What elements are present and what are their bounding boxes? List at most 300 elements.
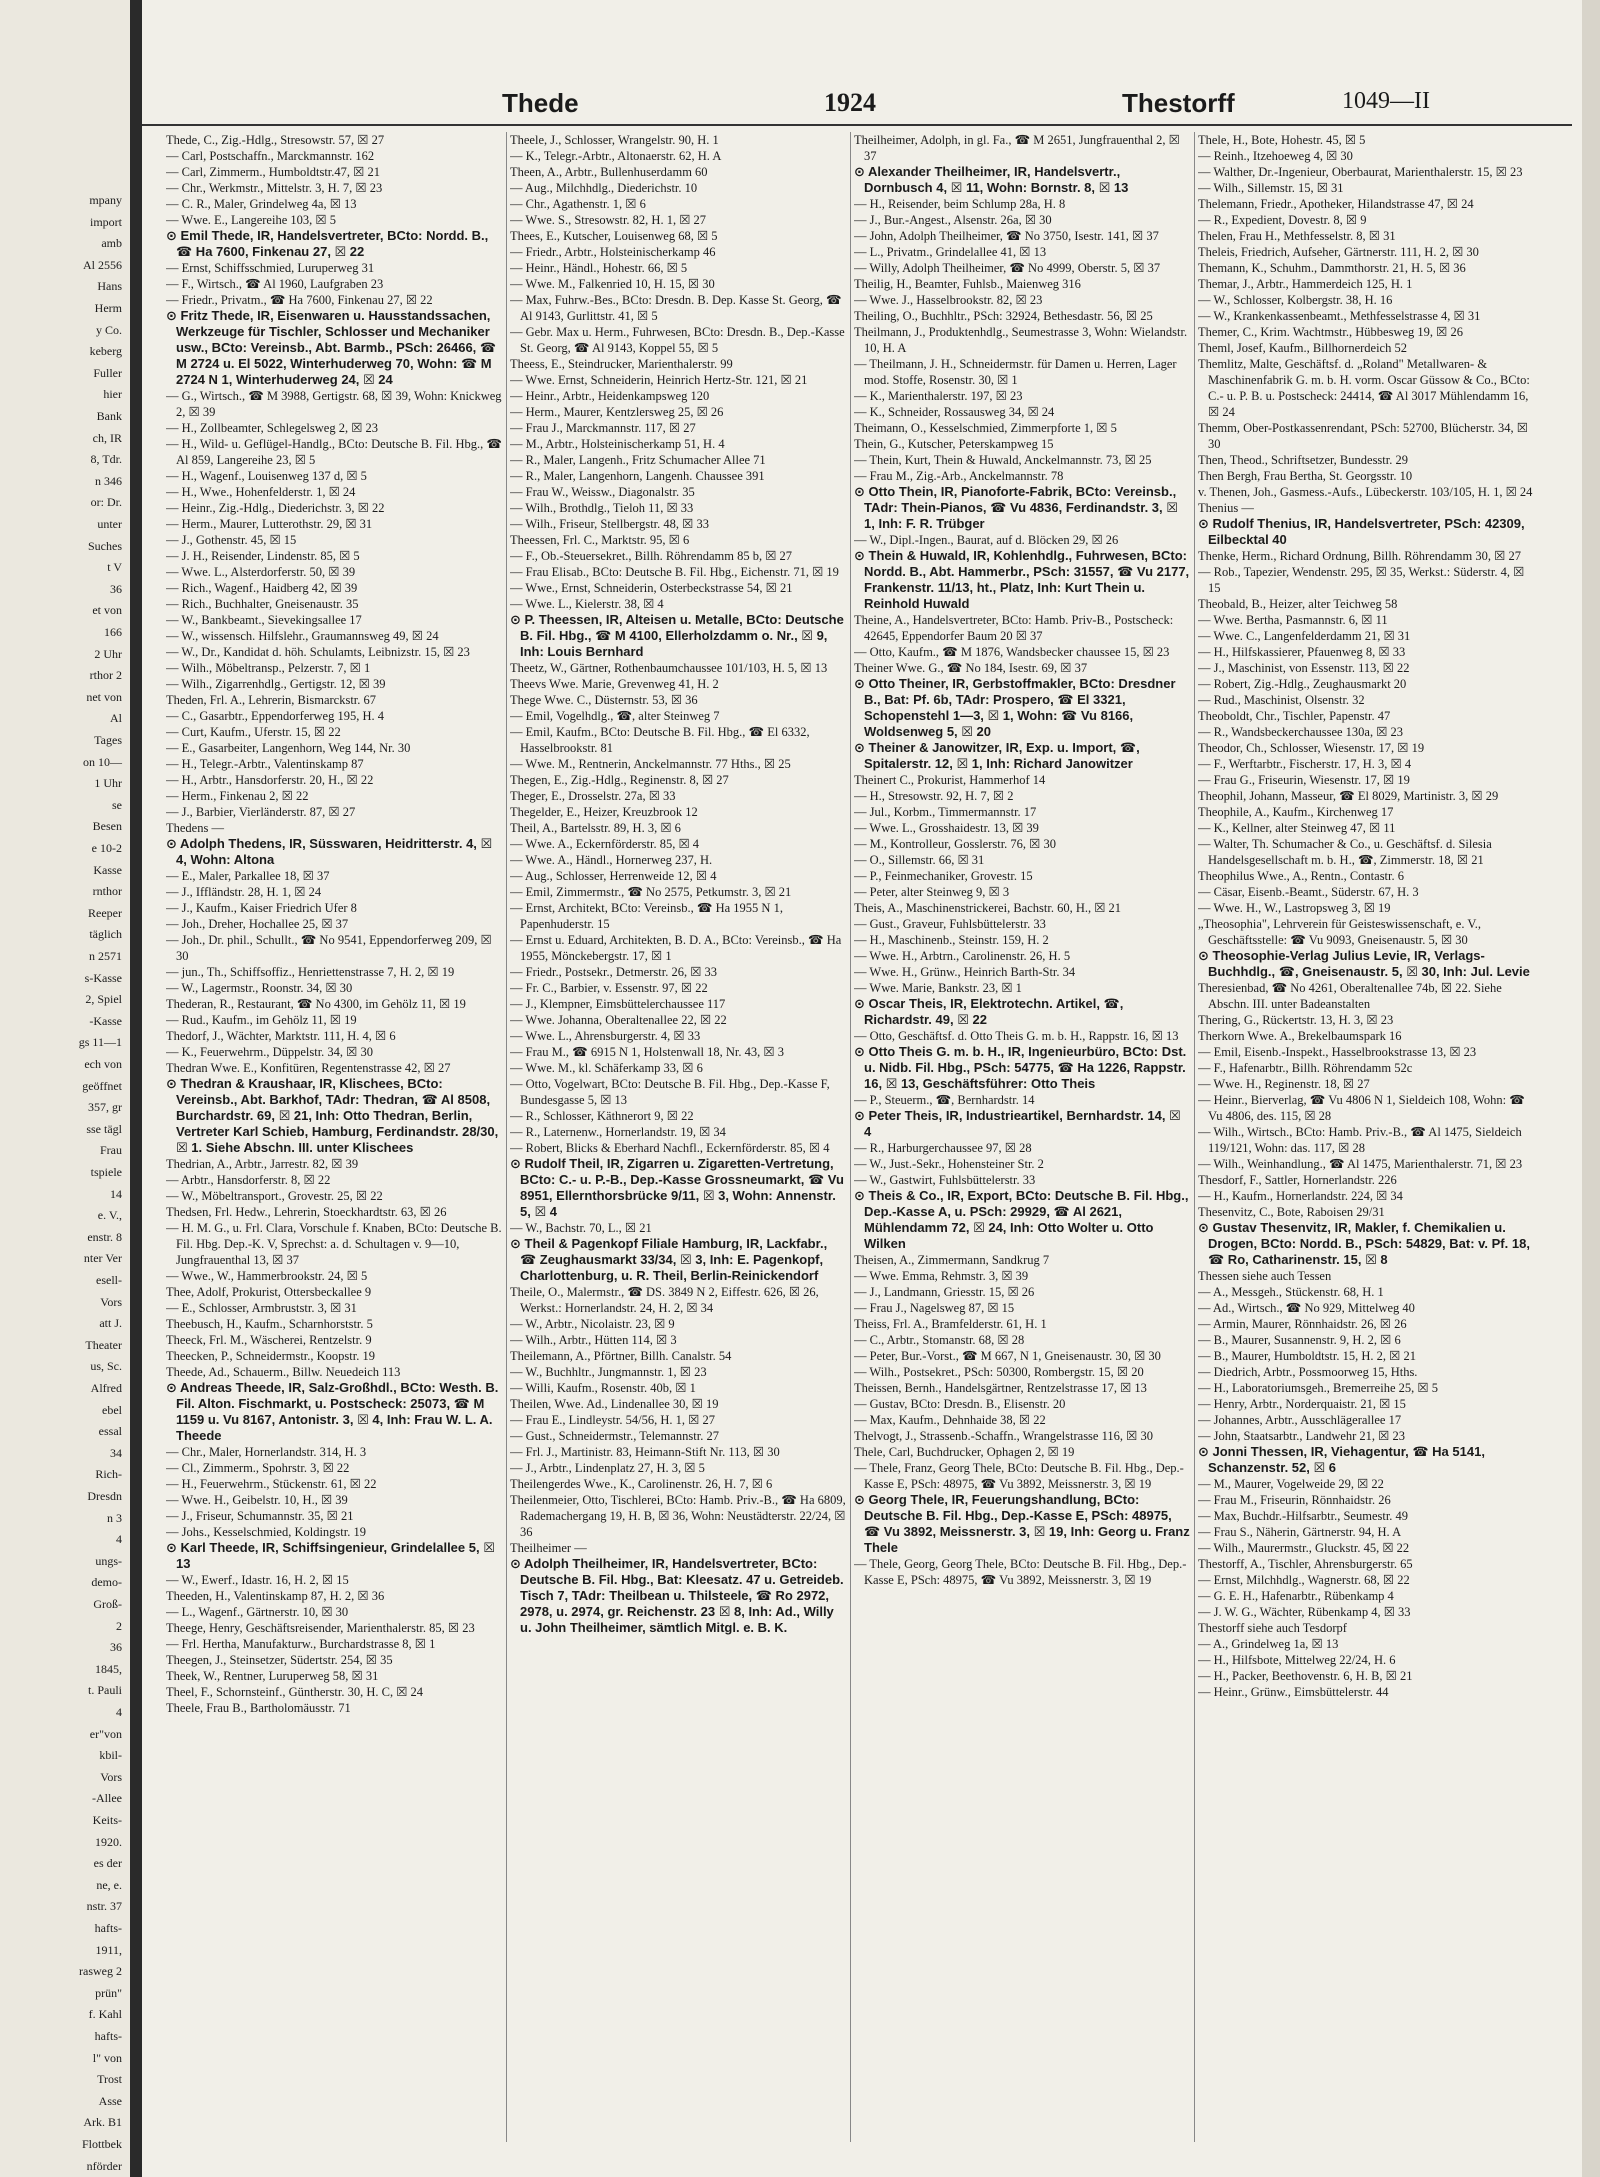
firm-entry: ⊙ Otto Theiner, IR, Gerbstoffmakler, BCto: Dresdner B., Bat: Pf. 6b, TAdr: Prospero, ☎ El 3321, Schopenstehl 1—3, ☒ 1, Wohn: ☎ Vu 8166, Woldsenweg 5, ☒ 20 <box>854 676 1176 739</box>
directory-entry: — Wwe. J., Hasselbrookstr. 82, ☒ 23 <box>854 293 1043 307</box>
left-page-edge <box>0 0 132 2177</box>
directory-entry: — Frau M., Friseurin, Rönnhaidstr. 26 <box>1198 1493 1391 1507</box>
directory-entry: — Wilh., Friseur, Stellbergstr. 48, ☒ 33 <box>510 517 709 531</box>
firm-entry: ⊙ Oscar Theis, IR, Elektrotechn. Artikel, ☎, Richardstr. 49, ☒ 22 <box>854 996 1124 1027</box>
directory-entry: Theecken, P., Schneidermstr., Koopstr. 19 <box>166 1349 375 1363</box>
firm-entry: ⊙ Karl Theede, IR, Schiffsingenieur, Grindelallee 5, ☒ 13 <box>166 1540 495 1571</box>
directory-entry: Themlitz, Malte, Geschäftsf. d. „Roland" Metallwaren- & Maschinenfabrik G. m. b. H. vorm. Oscar Güssow & Co., BCto: C.- u. P. B. u. Postscheck: 24414, ☎ Al 3017 Mühlendamm 16, ☒ 24 <box>1198 357 1530 419</box>
left-edge-fragment: ebel <box>102 1402 122 1417</box>
directory-entry: Therkorn Wwe. A., Brekelbaumspark 16 <box>1198 1029 1402 1043</box>
left-edge-fragment: kbil- <box>99 1748 122 1763</box>
directory-entry: — K., Feuerwehrm., Düppelstr. 34, ☒ 30 <box>166 1045 374 1059</box>
left-edge-fragment: rasweg 2 <box>79 1964 122 1979</box>
directory-entry: Theophil, Johann, Masseur, ☎ El 8029, Martinistr. 3, ☒ 29 <box>1198 789 1499 803</box>
directory-entry: — K., Telegr.-Arbtr., Altonaerstr. 62, H. A <box>510 149 722 163</box>
directory-entry: Theilheimer, Adolph, in gl. Fa., ☎ M 2651, Jungfrauenthal 2, ☒ 37 <box>854 133 1180 163</box>
left-edge-fragment: 1911, <box>95 1942 122 1957</box>
book-gutter <box>130 0 142 2177</box>
firm-entry: ⊙ Adolph Thedens, IR, Süsswaren, Heidritterstr. 4, ☒ 4, Wohn: Altona <box>166 836 493 867</box>
directory-entry: — J. W. G., Wächter, Rübenkamp 4, ☒ 33 <box>1198 1605 1411 1619</box>
directory-entry: — Thein, Kurt, Thein & Huwald, Anckelmannstr. 73, ☒ 25 <box>854 453 1152 467</box>
directory-entry: — R., Maler, Langenhorn, Langenh. Chaussee 391 <box>510 469 765 483</box>
left-edge-fragment: prün" <box>95 1985 122 2000</box>
directory-entry: — Wwe. Emma, Rehmstr. 3, ☒ 39 <box>854 1269 1029 1283</box>
firm-entry: ⊙ Emil Thede, IR, Handelsvertreter, BCto: Nordd. B., ☎ Ha 7600, Finkenau 27, ☒ 22 <box>166 228 489 259</box>
directory-entry: — Robert, Blicks & Eberhard Nachfl., Eckernförderstr. 85, ☒ 4 <box>510 1141 830 1155</box>
directory-entry: — F., Wirtsch., ☎ Al 1960, Laufgraben 23 <box>166 277 384 291</box>
directory-entry: — R., Wandsbeckerchaussee 130a, ☒ 23 <box>1198 725 1404 739</box>
directory-entry: Theilmann, J., Produktenhdlg., Seumestrasse 3, Wohn: Wielandstr. 10, H. A <box>854 325 1188 355</box>
directory-entry: Themann, K., Schuhm., Dammthorstr. 21, H. 5, ☒ 36 <box>1198 261 1466 275</box>
directory-entry: Thesenvitz, C., Bote, Raboisen 29/31 <box>1198 1205 1385 1219</box>
directory-entry: — J., Bur.-Angest., Alsenstr. 26a, ☒ 30 <box>854 213 1052 227</box>
directory-entry: Theilenmeier, Otto, Tischlerei, BCto: Hamb. Priv.-B., ☎ Ha 6809, Rademachergang 19, H. B, ☒ 36, Wohn: Neustädterstr. 22/24, ☒ 36 <box>510 1493 846 1539</box>
directory-entry: Theeden, H., Valentinskamp 87, H. 2, ☒ 36 <box>166 1589 385 1603</box>
firm-entry: ⊙ Rudolf Thenius, IR, Handelsvertreter, PSch: 42309, Eilbecktal 40 <box>1198 516 1525 547</box>
directory-entry: Thedsen, Frl. Hedw., Lehrerin, Stoeckhardtstr. 63, ☒ 26 <box>166 1205 447 1219</box>
header-year: 1924 <box>824 88 876 117</box>
directory-entry: — E., Gasarbeiter, Langenhorn, Weg 144, Nr. 30 <box>166 741 411 755</box>
directory-entry: — K., Kellner, alter Steinweg 47, ☒ 11 <box>1198 821 1396 835</box>
directory-entry: — C., Arbtr., Stomanstr. 68, ☒ 28 <box>854 1333 1025 1347</box>
directory-entry: Theen, A., Arbtr., Bullenhuserdamm 60 <box>510 165 708 179</box>
directory-entry: Theessen, Frl. C., Marktstr. 95, ☒ 6 <box>510 533 690 547</box>
directory-entry: — A., Grindelweg 1a, ☒ 13 <box>1198 1637 1339 1651</box>
left-edge-fragment: 4 <box>116 1705 122 1719</box>
left-edge-fragment: geöffnet <box>82 1078 122 1093</box>
left-edge-fragment: mpany <box>89 193 122 207</box>
left-edge-fragment: er"von <box>89 1726 122 1741</box>
directory-entry: — Frau J., Marckmannstr. 117, ☒ 27 <box>510 421 696 435</box>
directory-entry: — Wwe. Johanna, Oberaltenallee 22, ☒ 22 <box>510 1013 727 1027</box>
directory-entry: Theege, Henry, Geschäftsreisender, Marienthalerstr. 85, ☒ 23 <box>166 1621 475 1635</box>
directory-entry: — Wilh., Sillemstr. 15, ☒ 31 <box>1198 181 1344 195</box>
firm-entry: ⊙ Gustav Thesenvitz, IR, Makler, f. Chemikalien u. Drogen, BCto: Nordd. B., PSch: 54829, Bat: v. Pf. 18, ☎ Ro, Catharinenstr. 15, ☒ 8 <box>1198 1220 1530 1267</box>
directory-entry: — Ernst, Architekt, BCto: Vereinsb., ☎ Ha 1955 N 1, Papenhuderstr. 15 <box>510 901 783 931</box>
directory-entry: — Cäsar, Eisenb.-Beamt., Süderstr. 67, H. 3 <box>1198 885 1419 899</box>
directory-entry: — Chr., Werkmstr., Mittelstr. 3, H. 7, ☒ 23 <box>166 181 383 195</box>
directory-entry: — Frau E., Lindleystr. 54/56, H. 1, ☒ 27 <box>510 1413 715 1427</box>
directory-entry: Thelen, Frau H., Methfesselstr. 8, ☒ 31 <box>1198 229 1396 243</box>
directory-entry: — Herm., Finkenau 2, ☒ 22 <box>166 789 309 803</box>
directory-entry: — H., Wild- u. Geflügel-Handlg., BCto: Deutsche B. Fil. Hbg., ☎ Al 859, Langereihe 23, ☒ 5 <box>166 437 502 467</box>
directory-entry: — J., Kaufm., Kaiser Friedrich Ufer 8 <box>166 901 357 915</box>
directory-entry: — J., Landmann, Griesstr. 15, ☒ 26 <box>854 1285 1035 1299</box>
firm-entry: ⊙ Theosophie-Verlag Julius Levie, IR, Verlags-Buchhdlg., ☎, Gneisenaustr. 5, ☒ 30, Inh: Jul. Levie <box>1198 948 1530 979</box>
directory-entry: — Joh., Dr. phil., Schullt., ☎ No 9541, Eppendorferweg 209, ☒ 30 <box>166 933 492 963</box>
left-edge-fragment: Rich- <box>95 1467 122 1482</box>
directory-entry: — H., Arbtr., Hansdorferstr. 20, H., ☒ 22 <box>166 773 374 787</box>
directory-entry: Thedran Wwe. E., Konfitüren, Regentenstrasse 42, ☒ 27 <box>166 1061 451 1075</box>
directory-entry: — Diedrich, Arbtr., Possmoorweg 15, Hths. <box>1198 1365 1418 1379</box>
left-edge-fragment: ch, IR <box>92 430 122 445</box>
left-edge-fragment: Hans <box>97 279 122 294</box>
directory-entry: — J., Klempner, Eimsbüttelerchaussee 117 <box>510 997 726 1011</box>
left-edge-fragment: es der <box>93 1856 122 1871</box>
directory-entry: Theele, J., Schlosser, Wrangelstr. 90, H. 1 <box>510 133 719 147</box>
directory-entry: Theek, W., Rentner, Luruperweg 58, ☒ 31 <box>166 1669 379 1683</box>
directory-entry: — Wwe. H., Arbtrn., Carolinenstr. 26, H. 5 <box>854 949 1071 963</box>
directory-entry: — Henry, Arbtr., Norderquaistr. 21, ☒ 15 <box>1198 1397 1406 1411</box>
directory-entry: — Wwe. H., W., Lastropsweg 3, ☒ 19 <box>1198 901 1391 915</box>
left-edge-fragment: e 10-2 <box>91 841 122 855</box>
directory-entry: — E., Schlosser, Armbruststr. 3, ☒ 31 <box>166 1301 357 1315</box>
directory-entry: Thedens — <box>166 821 224 835</box>
directory-entry: Theel, F., Schornsteinf., Güntherstr. 30, H. C, ☒ 24 <box>166 1685 424 1699</box>
directory-entry: — Wwe. Bertha, Pasmannstr. 6, ☒ 11 <box>1198 613 1388 627</box>
directory-entry: — J., Maschinist, von Essenstr. 113, ☒ 22 <box>1198 661 1410 675</box>
left-edge-fragment: Groß- <box>93 1597 122 1611</box>
column-1 <box>166 132 502 2142</box>
directory-entry: — Wwe. M., Rentnerin, Anckelmannstr. 77 Hths., ☒ 25 <box>510 757 791 771</box>
directory-entry: — Wilh., Wirtsch., BCto: Hamb. Priv.-B., ☎ Al 1475, Sieldeich 119/121, Wohn: das. 117, ☒ 28 <box>1198 1125 1522 1155</box>
directory-entry: Thenke, Herm., Richard Ordnung, Billh. Röhrendamm 30, ☒ 27 <box>1198 549 1521 563</box>
directory-entry: — W., Dipl.-Ingen., Baurat, auf d. Blöcken 29, ☒ 26 <box>854 533 1119 547</box>
left-edge-fragment: nförder <box>86 2158 122 2173</box>
header-page-number: 1049—II <box>1342 88 1430 114</box>
firm-entry: ⊙ Peter Theis, IR, Industrieartikel, Bernhardstr. 14, ☒ 4 <box>854 1108 1181 1139</box>
left-edge-fragment: Asse <box>98 2093 122 2108</box>
directory-entry: — Wwe. E., Langereihe 103, ☒ 5 <box>166 213 336 227</box>
left-edge-fragment: 4 <box>116 1532 122 1547</box>
firm-entry: ⊙ Alexander Theilheimer, IR, Handelsvertr., Dornbusch 4, ☒ 11, Wohn: Bornstr. 8, ☒ 13 <box>854 164 1129 195</box>
directory-entry: — Heinr., Händl., Hohestr. 66, ☒ 5 <box>510 261 688 275</box>
directory-entry: — Aug., Milchhdlg., Diederichstr. 10 <box>510 181 698 195</box>
directory-entry: — H., Hilfsbote, Mittelweg 22/24, H. 6 <box>1198 1653 1396 1667</box>
directory-entry: — Wwe. L., Alsterdorferstr. 50, ☒ 39 <box>166 565 356 579</box>
left-edge-fragment: Al 2556 <box>83 257 122 272</box>
left-edge-fragment: Trost <box>97 2072 122 2087</box>
left-edge-fragment: n 346 <box>95 473 122 488</box>
directory-entry: — Ernst u. Eduard, Architekten, B. D. A., BCto: Vereinsb., ☎ Ha 1955, Mönckebergstr. 17, ☒ 1 <box>510 933 842 963</box>
directory-entry: — A., Messgeh., Stückenstr. 68, H. 1 <box>1198 1285 1384 1299</box>
directory-entry: — W., Krankenkassenbeamt., Methfesselstrasse 4, ☒ 31 <box>1198 309 1481 323</box>
directory-entry: — J., Friseur, Schumannstr. 35, ☒ 21 <box>166 1509 354 1523</box>
left-edge-fragment: or: Dr. <box>90 495 122 510</box>
directory-entry: Theoboldt, Chr., Tischler, Papenstr. 47 <box>1198 709 1391 723</box>
directory-entry: — Frl. Hertha, Manufakturw., Burchardstrasse 8, ☒ 1 <box>166 1637 436 1651</box>
directory-entry: — John, Adolph Theilheimer, ☎ No 3750, Isestr. 141, ☒ 37 <box>854 229 1159 243</box>
header-keyword-right: Thestorff <box>1122 88 1235 118</box>
right-page-edge <box>1582 0 1600 2177</box>
directory-entry: Theimann, O., Kesselschmied, Zimmerpforte 1, ☒ 5 <box>854 421 1117 435</box>
left-edge-fragment: amb <box>101 236 122 251</box>
directory-entry: — B., Maurer, Susannenstr. 9, H. 2, ☒ 6 <box>1198 1333 1401 1347</box>
directory-entry: — Heinr., Grünw., Eimsbüttelerstr. 44 <box>1198 1685 1389 1699</box>
directory-entry: — Max, Buchdr.-Hilfsarbtr., Seumestr. 49 <box>1198 1509 1409 1523</box>
directory-entry: — Wwe. S., Stresowstr. 82, H. 1, ☒ 27 <box>510 213 707 227</box>
directory-entry: — Wwe. H., Reginenstr. 18, ☒ 27 <box>1198 1077 1370 1091</box>
left-edge-fragment: ech von <box>84 1057 122 1071</box>
directory-entry: — Walter, Th. Schumacher & Co., u. Geschäftsf. d. Silesia Handelsgesellschaft m. b. H., ☎, Zimmerstr. 18, ☒ 21 <box>1198 837 1492 867</box>
header-keyword-left: Thede <box>502 88 579 118</box>
directory-entry: — Peter, alter Steinweg 9, ☒ 3 <box>854 885 1010 899</box>
directory-entry: — jun., Th., Schiffsoffiz., Henriettenstrasse 7, H. 2, ☒ 19 <box>166 965 455 979</box>
left-edge-fragment: rnthor <box>92 884 122 899</box>
directory-entry: Thee, Adolf, Prokurist, Ottersbeckallee 9 <box>166 1285 372 1299</box>
firm-entry: ⊙ Thein & Huwald, IR, Kohlenhdlg., Fuhrwesen, BCto: Nordd. B., Abt. Hammerbr., PSch: 31557, ☎ Vu 2177, Frankenstr. 11/13, ht., Platz, Inh: Kurt Thein u. Reinhold Huwald <box>854 548 1190 611</box>
directory-entry: Then Bergh, Frau Bertha, St. Georgsstr. 10 <box>1198 469 1413 483</box>
directory-entry: — Willi, Kaufm., Rosenstr. 40b, ☒ 1 <box>510 1381 696 1395</box>
directory-entry: — Aug., Schlosser, Herrenweide 12, ☒ 4 <box>510 869 717 883</box>
directory-entry: — H., Feuerwehrm., Stückenstr. 61, ☒ 22 <box>166 1477 377 1491</box>
directory-entry: — H., Laboratoriumsgeh., Bremerreihe 25, ☒ 5 <box>1198 1381 1438 1395</box>
directory-entry: — Rich., Wagenf., Haidberg 42, ☒ 39 <box>166 581 358 595</box>
left-edge-fragment: tspiele <box>90 1165 122 1179</box>
directory-entry: — W., Lagermstr., Roonstr. 34, ☒ 30 <box>166 981 353 995</box>
directory-entry: Thenius — <box>1198 501 1254 515</box>
directory-entry: Thestorff, A., Tischler, Ahrensburgerstr. 65 <box>1198 1557 1413 1571</box>
directory-entry: — F., Werftarbtr., Fischerstr. 17, H. 3, ☒ 4 <box>1198 757 1412 771</box>
directory-entry: — Wwe. L., Ahrensburgerstr. 4, ☒ 33 <box>510 1029 701 1043</box>
directory-entry: — Theilmann, J. H., Schneidermstr. für Damen u. Herren, Lager mod. Stoffe, Rosenstr. 30, ☒ 1 <box>854 357 1177 387</box>
directory-entry: Thein, G., Kutscher, Peterskampweg 15 <box>854 437 1054 451</box>
left-edge-fragment: 166 <box>104 625 122 639</box>
directory-entry: — F., Hafenarbtr., Billh. Röhrendamm 52c <box>1198 1061 1413 1075</box>
directory-entry: — Walther, Dr.-Ingenieur, Oberbaurat, Marienthalerstr. 15, ☒ 23 <box>1198 165 1523 179</box>
directory-entry: Thedorf, J., Wächter, Marktstr. 111, H. 4, ☒ 6 <box>166 1029 396 1043</box>
directory-entry: — Friedr., Privatm., ☎ Ha 7600, Finkenau 27, ☒ 22 <box>166 293 433 307</box>
directory-entry: — H., Zollbeamter, Schlegelsweg 2, ☒ 23 <box>166 421 379 435</box>
page-header <box>142 84 1572 126</box>
directory-entry: Then, Theod., Schriftsetzer, Bundesstr. 29 <box>1198 453 1408 467</box>
directory-entry: — H., Hilfskassierer, Pfauenweg 8, ☒ 33 <box>1198 645 1406 659</box>
directory-entry: — Frau J., Nagelsweg 87, ☒ 15 <box>854 1301 1015 1315</box>
directory-entry: — M., Kontrolleur, Gosslerstr. 76, ☒ 30 <box>854 837 1057 851</box>
directory-entry: — K., Schneider, Rossausweg 34, ☒ 24 <box>854 405 1055 419</box>
left-edge-fragment: att J. <box>99 1316 122 1331</box>
directory-entry: — H., Stresowstr. 92, H. 7, ☒ 2 <box>854 789 1014 803</box>
left-edge-fragment: hafts- <box>94 2029 122 2043</box>
directory-entry: — G., Wirtsch., ☎ M 3988, Gertigstr. 68, ☒ 39, Wohn: Knickweg 2, ☒ 39 <box>166 389 502 419</box>
directory-entry: — Emil, Eisenb.-Inspekt., Hasselbrookstrasse 13, ☒ 23 <box>1198 1045 1477 1059</box>
directory-entry: — H., Reisender, beim Schlump 28a, H. 8 <box>854 197 1066 211</box>
directory-entry: — Frl. J., Martinistr. 83, Heimann-Stift Nr. 113, ☒ 30 <box>510 1445 780 1459</box>
firm-entry: ⊙ Otto Thein, IR, Pianoforte-Fabrik, BCto: Vereinsb., TAdr: Thein-Pianos, ☎ Vu 4836, Ferdinandstr. 3, ☒ 1, Inh: F. R. Trübger <box>854 484 1178 531</box>
directory-entry: — Thele, Georg, Georg Thele, BCto: Deutsche B. Fil. Hbg., Dep.-Kasse E, PSch: 48975, ☎ Vu 3892, Meissnerstr. 3, ☒ 19 <box>854 1557 1187 1587</box>
directory-entry: Theebusch, H., Kaufm., Scharnhorststr. 5 <box>166 1317 373 1331</box>
directory-entry: — Otto, Kaufm., ☎ M 1876, Wandsbecker chaussee 15, ☒ 23 <box>854 645 1170 659</box>
left-edge-fragment: 357, gr <box>88 1100 122 1115</box>
directory-entry: — Heinr., Arbtr., Heidenkampsweg 120 <box>510 389 710 403</box>
left-edge-fragment: nstr. 37 <box>86 1899 122 1914</box>
directory-entry: — H., Kaufm., Hornerlandstr. 224, ☒ 34 <box>1198 1189 1403 1203</box>
left-edge-fragment: e. V., <box>97 1208 122 1223</box>
column-divider <box>506 132 507 2142</box>
left-edge-fragment: import <box>90 214 122 229</box>
directory-entry: — J., Gothenstr. 45, ☒ 15 <box>166 533 297 547</box>
directory-entry: — Emil, Vogelhdlg., ☎, alter Steinweg 7 <box>510 709 720 723</box>
directory-entry: Theml, Josef, Kaufm., Billhornerdeich 52 <box>1198 341 1407 355</box>
directory-entry: — Carl, Postschaffn., Marckmannstr. 162 <box>166 149 375 163</box>
directory-entry: — R., Laternenw., Hornerlandstr. 19, ☒ 34 <box>510 1125 726 1139</box>
directory-entry: Thegen, E., Zig.-Hdlg., Reginenstr. 8, ☒ 27 <box>510 773 729 787</box>
directory-entry: — B., Maurer, Humboldtstr. 15, H. 2, ☒ 21 <box>1198 1349 1416 1363</box>
directory-entry: — H. M. G., u. Frl. Clara, Vorschule f. Knaben, BCto: Deutsche B. Fil. Hbg. Dep.-K. V, Sprechst: a. d. Schultagen v. 9—10, Jungfrauenthal 13, ☒ 37 <box>166 1221 502 1267</box>
directory-entry: Theilengerdes Wwe., K., Carolinenstr. 26, H. 7, ☒ 6 <box>510 1477 773 1491</box>
directory-entry: — Otto, Vogelwart, BCto: Deutsche B. Fil. Hbg., Dep.-Kasse F, Bundesgasse 5, ☒ 13 <box>510 1077 830 1107</box>
firm-entry: ⊙ Georg Thele, IR, Feuerungshandlung, BCto: Deutsche B. Fil. Hbg., Dep.-Kasse E, PSch: 48975, ☎ Vu 3892, Meissnerstr. 3, ☒ 19, Inh: Georg u. Franz Thele <box>854 1492 1190 1555</box>
directory-entry: Thestorff siehe auch Tesdorpf <box>1198 1621 1347 1635</box>
left-edge-fragment: 2, Spiel <box>85 992 122 1007</box>
directory-entry: — Curt, Kaufm., Uferstr. 15, ☒ 22 <box>166 725 341 739</box>
directory-entry: Theger, E., Drosselstr. 27a, ☒ 33 <box>510 789 676 803</box>
left-edge-fragment: keberg <box>89 344 122 359</box>
directory-entry: — Wwe. A., Händl., Hornerweg 237, H. <box>510 853 713 867</box>
directory-entry: — R., Maler, Langenh., Fritz Schumacher Allee 71 <box>510 453 766 467</box>
directory-entry: — Wwe., W., Hammerbrookstr. 24, ☒ 5 <box>166 1269 368 1283</box>
directory-entry: Theede, Ad., Schauerm., Billw. Neuedeich 113 <box>166 1365 401 1379</box>
directory-entry: — Rob., Tapezier, Wendenstr. 295, ☒ 35, Werkst.: Süderstr. 4, ☒ 15 <box>1198 565 1525 595</box>
directory-entry: — H., Wagenf., Louisenweg 137 d, ☒ 5 <box>166 469 367 483</box>
directory-entry: — H., Wwe., Hohenfelderstr. 1, ☒ 24 <box>166 485 356 499</box>
firm-entry: ⊙ Andreas Theede, IR, Salz-Großhdl., BCto: Westh. B. Fil. Alton. Fischmarkt, u. Postscheck: 25073, ☎ M 1159 u. Vu 8167, Antonistr. 3, ☒ 4, Inh: Frau W. L. A. Theede <box>166 1380 499 1443</box>
directory-entry: — G. E. H., Hafenarbtr., Rübenkamp 4 <box>1198 1589 1394 1603</box>
directory-entry: Thelemann, Friedr., Apotheker, Hilandstrasse 47, ☒ 24 <box>1198 197 1474 211</box>
directory-entry: — Willy, Adolph Theilheimer, ☎ No 4999, Oberstr. 5, ☒ 37 <box>854 261 1161 275</box>
directory-entry: — O., Sillemstr. 66, ☒ 31 <box>854 853 985 867</box>
left-edge-fragment: se <box>112 797 122 812</box>
left-edge-fragment: Frau <box>100 1143 122 1158</box>
left-edge-fragment: 1845, <box>95 1661 122 1676</box>
directory-entry: — Armin, Maurer, Rönnhaidstr. 26, ☒ 26 <box>1198 1317 1407 1331</box>
left-edge-fragment: 36 <box>110 581 122 596</box>
directory-page <box>142 0 1600 2177</box>
directory-entry: — P., Feinmechaniker, Grovestr. 15 <box>854 869 1033 883</box>
directory-entry: — Gust., Graveur, Fuhlsbüttelerstr. 33 <box>854 917 1046 931</box>
directory-entry: Theevs Wwe. Marie, Grevenweg 41, H. 2 <box>510 677 719 691</box>
directory-entry: — Wwe. M., Falkenried 10, H. 15, ☒ 30 <box>510 277 715 291</box>
directory-entry: — Friedr., Arbtr., Holsteinischerkamp 46 <box>510 245 716 259</box>
directory-entry: — M., Maurer, Vogelweide 29, ☒ 22 <box>1198 1477 1384 1491</box>
directory-entry: — L., Wagenf., Gärtnerstr. 10, ☒ 30 <box>166 1605 349 1619</box>
firm-entry: ⊙ Fritz Thede, IR, Eisenwaren u. Hausstandssachen, Werkzeuge für Tischler, Schlosser und Mechaniker usw., BCto: Vereinsb., Abt. Barmb., PSch: 26466, ☎ M 2724 u. El 5022, Winterhuderweg 70, Wohn: ☎ M 2724 N 1, Winterhuderweg 24, ☒ 24 <box>166 308 497 387</box>
directory-entry: — Heinr., Bierverlag, ☎ Vu 4806 N 1, Sieldeich 108, Wohn: ☎ Vu 4806, des. 115, ☒ 28 <box>1198 1093 1525 1123</box>
directory-entry: — H., Maschinenb., Steinstr. 159, H. 2 <box>854 933 1049 947</box>
directory-entry: Thegelder, E., Heizer, Kreuzbrook 12 <box>510 805 698 819</box>
directory-entry: — Wwe. L., Grosshaidestr. 13, ☒ 39 <box>854 821 1039 835</box>
firm-entry: ⊙ Rudolf Theil, IR, Zigarren u. Zigaretten-Vertretung, BCto: C.- u. P.-B., Dep.-Kasse Grossneumarkt, ☎ Vu 8951, Ellernthorsbrücke 9/11, ☒ 3, Wohn: Annenstr. 5, ☒ 4 <box>510 1156 844 1219</box>
directory-entry: Thede, C., Zig.-Hdlg., Stresowstr. 57, ☒ 27 <box>166 133 385 147</box>
directory-entry: — W., Ewerf., Idastr. 16, H. 2, ☒ 15 <box>166 1573 349 1587</box>
directory-entry: Thessen siehe auch Tessen <box>1198 1269 1332 1283</box>
directory-entry: — Wwe. H., Grünw., Heinrich Barth-Str. 34 <box>854 965 1076 979</box>
left-edge-fragment: -Kasse <box>89 1013 122 1028</box>
directory-entry: Thedrian, A., Arbtr., Jarrestr. 82, ☒ 39 <box>166 1157 359 1171</box>
directory-entry: — W., Möbeltransport., Grovestr. 25, ☒ 22 <box>166 1189 383 1203</box>
directory-entry: v. Thenen, Joh., Gasmess.-Aufs., Lübeckerstr. 103/105, H. 1, ☒ 24 <box>1198 485 1533 499</box>
directory-entry: — Jul., Korbm., Timmermannstr. 17 <box>854 805 1037 819</box>
directory-entry: — Ernst, Schiffsschmied, Luruperweg 31 <box>166 261 375 275</box>
left-edge-fragment: Alfred <box>90 1381 122 1395</box>
directory-entry: Theele, Frau B., Bartholomäusstr. 71 <box>166 1701 351 1715</box>
left-edge-fragment: 2 Uhr <box>94 646 122 661</box>
column-3 <box>854 132 1190 2142</box>
directory-entry: — Heinr., Zig.-Hdlg., Diederichstr. 3, ☒ 22 <box>166 501 385 515</box>
directory-entry: Theetz, W., Gärtner, Rothenbaumchaussee 101/103, H. 5, ☒ 13 <box>510 661 828 675</box>
left-edge-fragment: unter <box>97 517 122 531</box>
left-edge-fragment: 1 Uhr <box>94 776 122 791</box>
directory-entry: — P., Steuerm., ☎, Bernhardstr. 14 <box>854 1093 1035 1107</box>
directory-entry: Theilen, Wwe. Ad., Lindenallee 30, ☒ 19 <box>510 1397 719 1411</box>
directory-entry: — Wilh., Brothdlg., Tieloh 11, ☒ 33 <box>510 501 694 515</box>
directory-entry: — W., Dr., Kandidat d. höh. Schulamts, Leibnizstr. 15, ☒ 23 <box>166 645 470 659</box>
directory-entry: — Wwe., Ernst, Schneiderin, Osterbeckstrasse 54, ☒ 21 <box>510 581 793 595</box>
directory-entry: Theegen, J., Steinsetzer, Südertstr. 254, ☒ 35 <box>166 1653 393 1667</box>
directory-entry: — Fr. C., Barbier, v. Essenstr. 97, ☒ 22 <box>510 981 708 995</box>
left-edge-fragment: gs 11—1 <box>78 1035 122 1050</box>
directory-entry: — Peter, Bur.-Vorst., ☎ M 667, N 1, Gneisenaustr. 30, ☒ 30 <box>854 1349 1161 1363</box>
directory-entry: Theiner Wwe. G., ☎ No 184, Isestr. 69, ☒ 37 <box>854 661 1088 675</box>
directory-entry: Thelvogt, J., Strassenb.-Schaffn., Wrangelstrasse 116, ☒ 30 <box>854 1429 1153 1443</box>
directory-entry: Thering, G., Rückertstr. 13, H. 3, ☒ 23 <box>1198 1013 1394 1027</box>
directory-entry: — R., Expedient, Dovestr. 8, ☒ 9 <box>1198 213 1367 227</box>
directory-entry: „Theosophia", Lehrverein für Geisteswissenschaft, e. V., Geschäftsstelle: ☎ Vu 9093, Gneisenaustr. 5, ☒ 30 <box>1198 917 1482 947</box>
left-edge-fragment: Besen <box>92 819 122 834</box>
left-edge-fragment: l" von <box>92 2050 122 2065</box>
directory-entry: — Frau M., ☎ 6915 N 1, Holstenwall 18, Nr. 43, ☒ 3 <box>510 1045 784 1059</box>
directory-entry: — C. R., Maler, Grindelweg 4a, ☒ 13 <box>166 197 357 211</box>
left-edge-fragment: -Allee <box>92 1791 122 1806</box>
directory-entry: Theiss, Frl. A., Bramfelderstr. 61, H. 1 <box>854 1317 1047 1331</box>
directory-entry: — W., Just.-Sekr., Hohensteiner Str. 2 <box>854 1157 1044 1171</box>
column-divider <box>850 132 851 2142</box>
directory-entry: — Wilh., Möbeltransp., Pelzerstr. 7, ☒ 1 <box>166 661 371 675</box>
left-edge-fragment: et von <box>92 603 122 618</box>
directory-entry: — Gebr. Max u. Herm., Fuhrwesen, BCto: Dresdn. B., Dep.-Kasse St. Georg, ☎ Al 9143, Koppel 55, ☒ 5 <box>510 325 845 355</box>
left-edge-fragment: esell- <box>96 1273 122 1287</box>
firm-entry: ⊙ Adolph Theilheimer, IR, Handelsvertreter, BCto: Deutsche B. Fil. Hbg., Bat: Kleesatz. 47 u. Getreideb. Tisch 7, TAdr: Theilbean u. Thilsteele, ☎ Ro 2972, 2978, u. 2974, gr. Reichenstr. 23 ☒ 8, Inh: Ad., Willy u. John Theilheimer, sämtlich Mitgl. e. B. K. <box>510 1556 844 1635</box>
left-edge-fragment: essal <box>98 1424 122 1439</box>
directory-entry: — Otto, Geschäftsf. d. Otto Theis G. m. b. H., Rappstr. 16, ☒ 13 <box>854 1029 1179 1043</box>
directory-entry: — Wwe. Ernst, Schneiderin, Heinrich Hertz-Str. 121, ☒ 21 <box>510 373 808 387</box>
directory-entry: — H., Packer, Beethovenstr. 6, H. B, ☒ 21 <box>1198 1669 1413 1683</box>
directory-entry: Theobald, B., Heizer, alter Teichweg 58 <box>1198 597 1398 611</box>
left-edge-fragment: enstr. 8 <box>87 1229 122 1244</box>
directory-entry: — Wwe. Marie, Bankstr. 23, ☒ 1 <box>854 981 1022 995</box>
left-edge-fragment: Keits- <box>92 1813 122 1827</box>
directory-entry: Theophilus Wwe., A., Rentn., Contastr. 6 <box>1198 869 1405 883</box>
directory-entry: — W., Bankbeamt., Sievekingsallee 17 <box>166 613 362 627</box>
directory-entry: — J., Arbtr., Lindenplatz 27, H. 3, ☒ 5 <box>510 1461 705 1475</box>
directory-entry: Themm, Ober-Postkassenrendant, PSch: 52700, Blücherstr. 34, ☒ 30 <box>1198 421 1529 451</box>
directory-entry: — Wilh., Postsekret., PSch: 50300, Rombergstr. 15, ☒ 20 <box>854 1365 1144 1379</box>
directory-entry: Theresienbad, ☎ No 4261, Oberaltenallee 74b, ☒ 22. Siehe Abschn. III. unter Badeanstalten <box>1198 981 1502 1011</box>
left-edge-fragment: n 3 <box>107 1510 122 1525</box>
column-2 <box>510 132 846 2142</box>
directory-entry: Theilig, H., Beamter, Fuhlsb., Maienweg 316 <box>854 277 1081 291</box>
directory-entry: Theden, Frl. A., Lehrerin, Bismarckstr. 67 <box>166 693 377 707</box>
left-edge-fragment: 8, Tdr. <box>90 452 122 467</box>
left-edge-fragment: 1920. <box>95 1834 122 1849</box>
directory-entry: Theine, A., Handelsvertreter, BCto: Hamb. Priv-B., Postscheck: 42645, Eppendorfer Baum 20 ☒ 37 <box>854 613 1174 643</box>
left-edge-fragment: 34 <box>110 1445 122 1460</box>
directory-entry: — Max, Fuhrw.-Bes., BCto: Dresdn. B. Dep. Kasse St. Georg, ☎ Al 9143, Gurlittstr. 41, ☒ 5 <box>510 293 842 323</box>
directory-entry: — Wwe. H., Geibelstr. 10, H., ☒ 39 <box>166 1493 348 1507</box>
directory-entry: — Ernst, Milchhdlg., Wagnerstr. 68, ☒ 22 <box>1198 1573 1410 1587</box>
directory-entry: — Herm., Maurer, Kentzlersweg 25, ☒ 26 <box>510 405 724 419</box>
directory-entry: Theiling, O., Buchhltr., PSch: 32924, Bethesdastr. 56, ☒ 25 <box>854 309 1153 323</box>
directory-entry: Theilemann, A., Pförtner, Billh. Canalstr. 54 <box>510 1349 732 1363</box>
directory-entry: — W., wissensch. Hilfslehr., Graumannsweg 49, ☒ 24 <box>166 629 439 643</box>
left-edge-fragment: us, Sc. <box>90 1359 122 1374</box>
left-edge-fragment: rthor 2 <box>89 668 122 683</box>
left-edge-fragment: Herm <box>94 301 122 315</box>
directory-entry: — Gust., Schneidermstr., Telemannstr. 27 <box>510 1429 719 1443</box>
directory-entry: — Reinh., Itzehoeweg 4, ☒ 30 <box>1198 149 1353 163</box>
left-edge-fragment: Flottbek <box>81 2137 122 2151</box>
left-edge-fragment: on 10— <box>83 754 122 769</box>
